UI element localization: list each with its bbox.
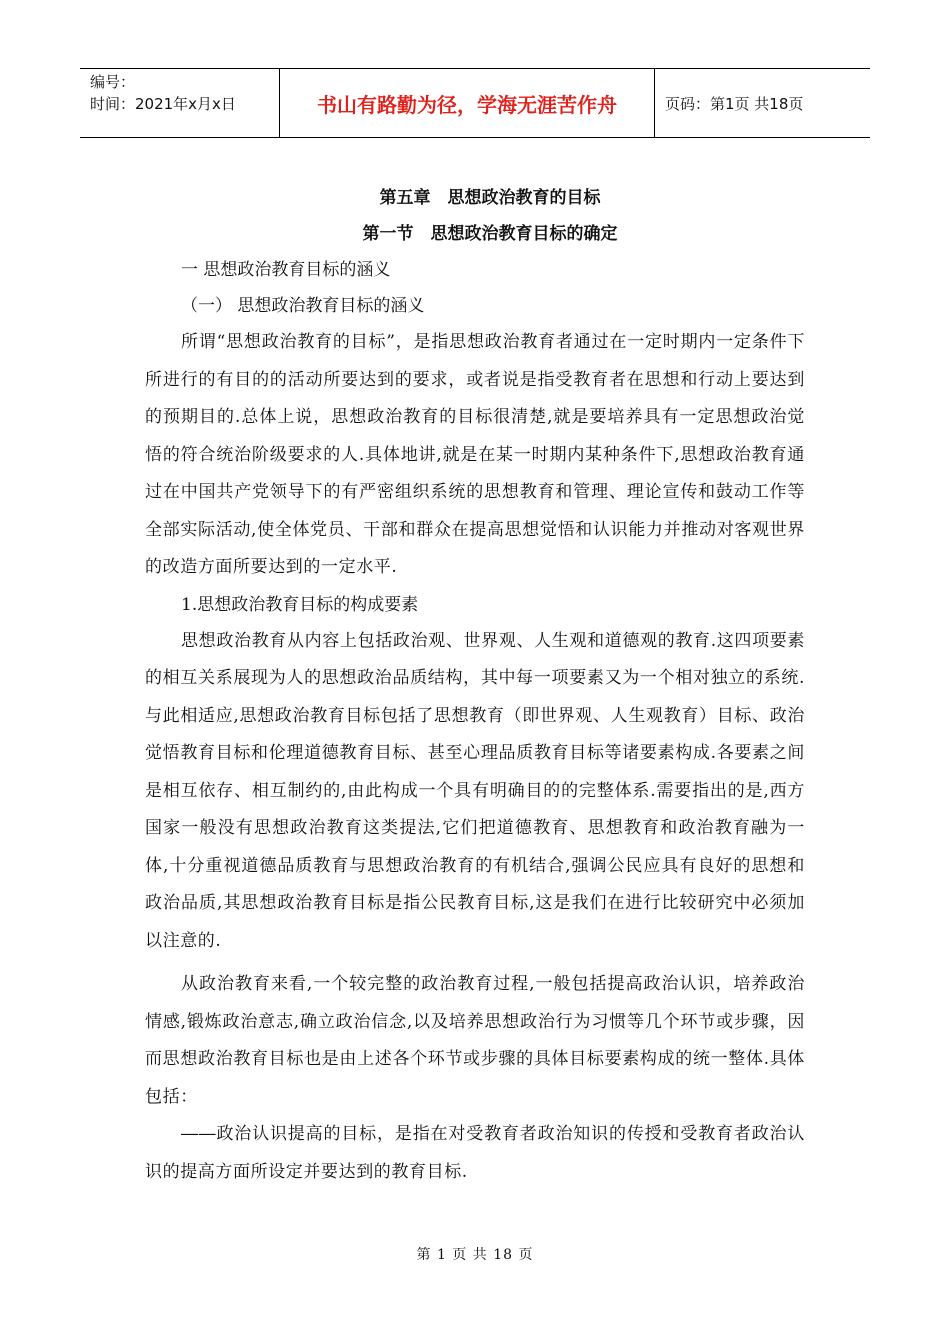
page-header [80,68,870,138]
document-time-label: 时间：2021年x月x日 [90,95,236,113]
paragraph-political-cognition: ――政治认识提高的目标，是指在对受教育者政治知识的传授和受教育者政治认识的提高方面所设定并要达到的教育目标. [145,1124,805,1182]
paragraph-political-education: 从政治教育来看,一个较完整的政治教育过程,一般包括提高政治认识，培养政治情感,锻炼政治意志,确立政治信念,以及培养思想政治行为习惯等几个环节或步骤，因而思想政治教育目标也是由上述各个环节或步骤的具体目标要素构成的统一整体.具体包括： [145,974,805,1107]
paragraph-components: 思想政治教育从内容上包括政治观、世界观、人生观和道德观的教育.这四项要素的相互关系展现为人的思想政治品质结构，其中每一项要素又为一个相对独立的系统.与此相适应,思想政治教育目标包括了思想教育（即世界观、人生观教育）目标、政治觉悟教育目标和伦理道德教育目标、甚至心理品质教育目标等诸要素构成.各要素之间是相互依存、相互制约的,由此构成一个具有明确目的的完整体系.需要指出的是,西方国家一般没有思想政治教育这类提法,它们把道德教育、思想教育和政治教育融为一体,十分重视道德品质教育与思想政治教育的有机结合,强调公民应具有良好的思想和政治品质,其思想政治教育目标是指公民教育目标,这是我们在进行比较研究中必须加以注意的. [145,630,806,951]
document-body [145,180,805,1191]
paragraph-definition: 所谓“思想政治教育的目标”，是指思想政治教育者通过在一定时期内一定条件下所进行的有目的的活动所要达到的要求，或者说是指受教育者在思想和行动上要达到的预期目的.总体上说，思想政治教育的目标很清楚,就是要培养具有一定思想政治觉悟的符合统治阶级要求的人.具体地讲,就是在某一时期内某种条件下,思想政治教育通过在中国共产党领导下的有严密组织系统的思想教育和管理、理论宣传和鼓动工作等全部实际活动,使全体党员、干部和群众在提高思想觉悟和认识能力并推动对客观世界的改造方面所要达到的一定水平. [145,332,805,577]
page-footer: 第 1 页 共 18 页 [416,1247,534,1263]
header-motto: 书山有路勤为径，学海无涯苦作舟 [280,69,655,137]
section-title: 第一节 思想政治教育目标的确定 [362,224,618,244]
heading-level-2: （一） 思想政治教育目标的涵义 [181,296,425,316]
heading-level-3: 1.思想政治教育目标的构成要素 [181,594,419,615]
header-page-info: 页码：第1页 共18页 [665,94,804,113]
heading-level-1: 一 思想政治教育目标的涵义 [181,260,391,280]
chapter-title: 第五章 思想政治教育的目标 [379,188,601,208]
header-meta [80,69,280,137]
document-number-label: 编号： [90,73,136,91]
